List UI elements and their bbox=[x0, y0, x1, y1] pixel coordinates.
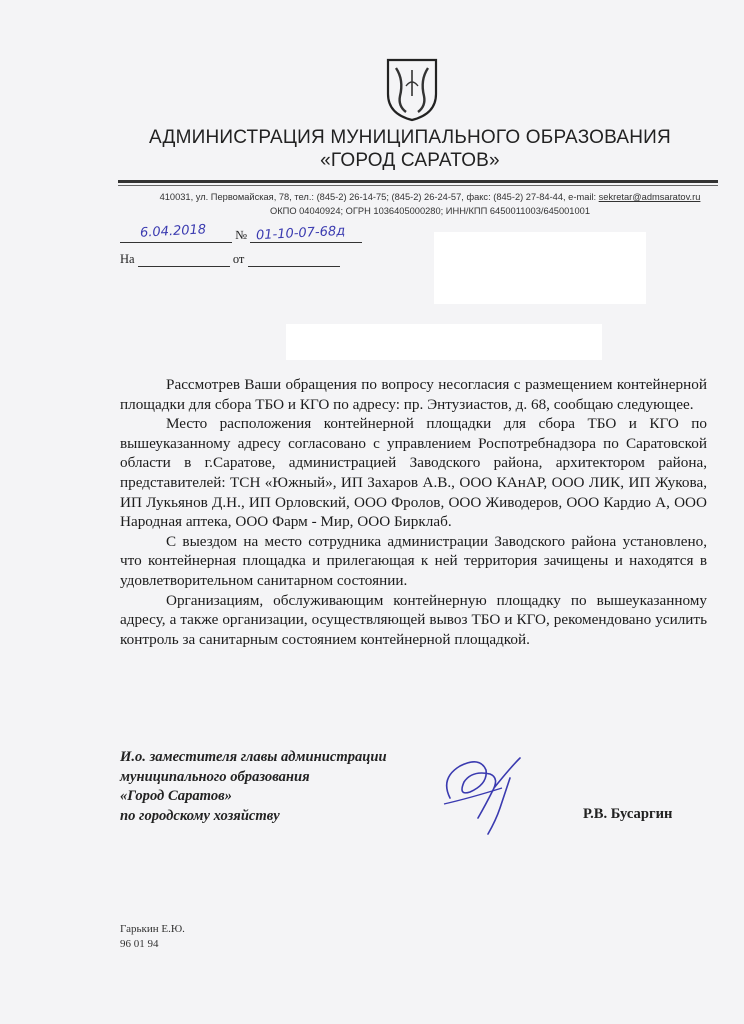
body-paragraph-4: Организациям, обслуживающим контейнерную площадку по вышеуказанному адресу, а также организации, осуществляющей вывоз ТБО и КГО, рекомендовано усилить контроль за санитарным состоянием контейнерной площадкой. bbox=[120, 591, 707, 648]
body-paragraph-1: Рассмотрев Ваши обращения по вопросу несогласия с размещением контейнерной площадки для сбора ТБО и КГО по адресу: пр. Энтузиастов, д. 68, сообщаю следующее. bbox=[120, 376, 707, 413]
executor-phone: 96 01 94 bbox=[120, 938, 159, 950]
ot-label: от bbox=[232, 252, 245, 266]
handwritten-number: 01-10-07-68д bbox=[255, 223, 346, 244]
registry-line: ОКПО 04040924; ОГРН 1036405000280; ИНН/КПП 6450011003/645001001 bbox=[269, 206, 590, 216]
body-paragraph-3: С выездом на место сотрудника администрации Заводского района установлено, что контейнерная площадка и прилегающая к ней территория зачищены и находятся в удовлетворительном санитарном состоянии. bbox=[120, 532, 707, 589]
organization-title-line2: «ГОРОД САРАТОВ» bbox=[320, 150, 500, 171]
letterhead-divider-thick bbox=[118, 180, 718, 183]
signatory-position-line3: «Город Саратов» bbox=[120, 788, 232, 804]
handwritten-date: 6.04.2018 bbox=[139, 222, 207, 241]
executor-info bbox=[120, 922, 185, 952]
incoming-reference-row bbox=[120, 252, 340, 267]
incoming-number-blank bbox=[138, 254, 230, 267]
incoming-date-blank bbox=[248, 254, 340, 267]
executor-name: Гарькин Е.Ю. bbox=[120, 923, 185, 935]
saratov-coat-of-arms-icon bbox=[384, 56, 440, 122]
email-link[interactable]: sekretar@admsaratov.ru bbox=[598, 192, 701, 202]
letterhead-divider-thin bbox=[118, 185, 718, 186]
redacted-recipient-name bbox=[286, 324, 602, 360]
na-label: На bbox=[120, 252, 135, 266]
number-sign: № bbox=[235, 228, 248, 242]
organization-title-line1: АДМИНИСТРАЦИЯ МУНИЦИПАЛЬНОГО ОБРАЗОВАНИЯ bbox=[149, 127, 671, 148]
signatory-position bbox=[120, 748, 387, 826]
signatory-position-line2: муниципального образования bbox=[120, 768, 310, 785]
signatory-name: Р.В. Бусаргин bbox=[583, 806, 673, 822]
letter-body bbox=[120, 375, 707, 649]
signatory-position-line4: по городскому хозяйству bbox=[120, 807, 280, 824]
handwritten-signature-icon bbox=[430, 748, 550, 838]
address-line bbox=[130, 190, 730, 204]
redacted-recipient-address bbox=[434, 232, 646, 304]
signatory-position-line1: И.о. заместителя главы администрации bbox=[120, 749, 387, 765]
body-paragraph-2: Место расположения контейнерной площадки для сбора ТБО и КГО по вышеуказанному адресу согласовано с управлением Роспотребнадзора по Саратовской области в г.Саратове, администрацией Заводского района, архитектором района, представителей: ТСН «Южный», ИП Захаров А.В., ООО КАнАР, ООО ЛИК, ИП Жукова, ИП Лукьянов Д.Н., ИП Орловский, ООО Фролов, ООО Живодеров, ООО Кардио А, ООО Народная аптека, ООО Фарм - Мир, ООО Бирклаб. bbox=[120, 415, 707, 531]
address-text: 410031, ул. Первомайская, 78, тел.: (845-2) 26-14-75; (845-2) 26-24-57, факс: (845-2) 27-84-44, e-mail: bbox=[159, 192, 599, 202]
organization-title bbox=[100, 126, 720, 172]
contact-details bbox=[130, 190, 730, 218]
